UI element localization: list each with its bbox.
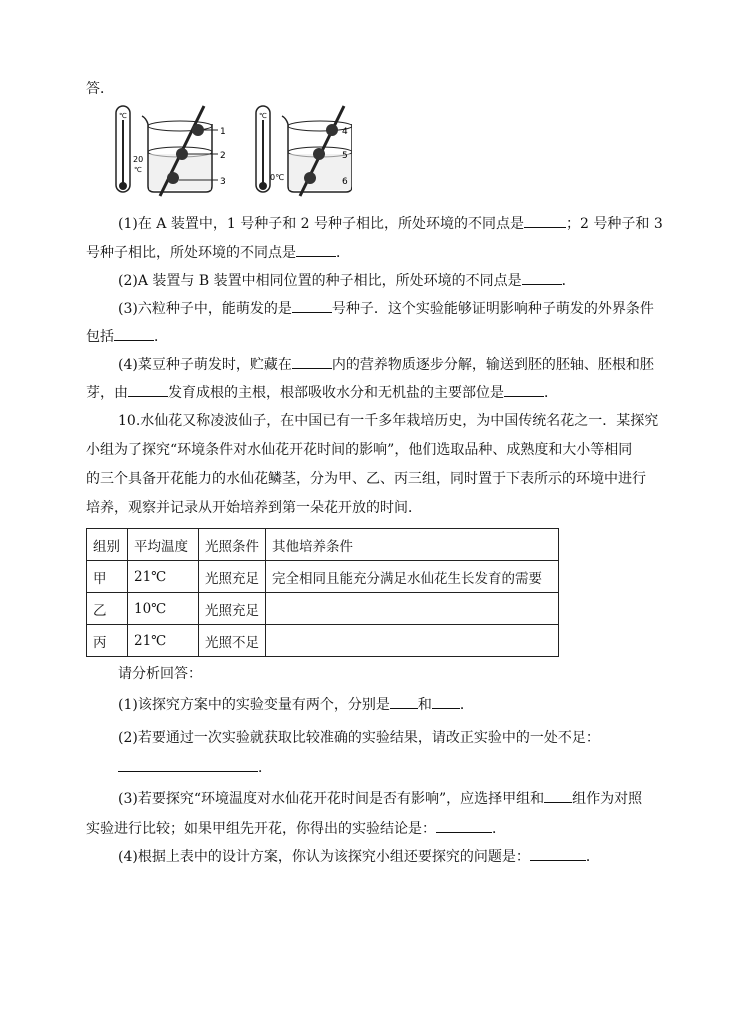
period: ． [459,697,474,713]
q9-part4-text4: 发育成根的主根，根部吸收水分和无机盐的主要部位是 [168,385,504,401]
seed-label-2: 2 [220,151,226,161]
seed-label-4: 4 [342,127,348,137]
q9-part1-text2: ；2 号种子和 3 [566,216,663,232]
q10-part3-line2 [86,818,506,838]
q9-part2-text: (2)A 装置与 B 装置中相同位置的种子相比，所处环境的不同点是 [118,273,522,289]
q10-part1-and: 和 [417,697,432,713]
thermometer-b [256,106,270,192]
answer-blank[interactable] [390,694,418,709]
q9-part3-text2: 号种子．这个实验能够证明影响种子萌发的外界条件 [331,301,654,317]
period: ． [258,760,272,776]
table-cell: 光照不足 [199,625,266,657]
q10-intro-line1: 10.水仙花又称凌波仙子，在中国已有一千多年栽培历史，为中国传统名花之一．某探究 [118,413,659,429]
period: ． [492,821,506,837]
experiment-table [86,528,559,657]
table-cell: 甲 [87,561,128,593]
table-header: 组别 [87,529,128,561]
q10-part1-text: (1)该探究方案中的实验变量有两个，分别是 [118,697,390,713]
table-cell: 完全相同且能充分满足水仙花生长发育的需要 [266,561,559,593]
q10-prompt: 请分析回答： [118,666,202,682]
thermometer-b-reading: 0℃ [270,173,285,182]
q9-part4-line2 [86,382,558,402]
q9-part3-line2 [86,326,168,346]
q10-intro-line4: 培养，观察并记录从开始培养到第一朵花开放的时间． [86,500,422,516]
q10-part2-answer [118,757,272,777]
seed-label-6: 6 [342,177,348,187]
q9-part3-text: (3)六粒种子中，能萌发的是 [118,301,292,317]
table-header-row [87,529,559,561]
table-cell: 丙 [87,625,128,657]
answer-blank[interactable] [432,694,460,709]
q9-part4-line1 [118,354,654,374]
answer-blank[interactable] [296,242,336,257]
answer-blank[interactable] [524,213,566,228]
q10-intro-line2: 小组为了探究“环境条件对水仙花开花时间的影响”，他们选取品种、成熟度和大小等相同 [86,442,633,458]
q9-part1-text: (1)在 A 装置中，1 号种子和 2 号种子相比，所处环境的不同点是 [118,216,525,232]
q10-intro-line3: 的三个具备开花能力的水仙花鳞茎，分为甲、乙、丙三组，同时置于下表所示的环境中进行 [86,471,646,487]
seed-germination-figure [112,104,352,204]
q9-part2 [118,270,576,290]
q9-part1-text3: 号种子相比，所处环境的不同点是 [86,245,296,261]
table-cell: 乙 [87,593,128,625]
table-row [87,593,559,625]
table-header: 平均温度 [128,529,199,561]
answer-blank[interactable] [530,846,586,861]
q10-part1 [118,694,474,714]
table-row [87,561,559,593]
table-cell [266,625,559,657]
answer-blank[interactable] [436,818,492,833]
seed-label-3: 3 [220,177,226,187]
q9-part1-line1 [118,213,663,233]
seed-label-5: 5 [342,151,348,161]
q9-part3-line1 [118,298,654,318]
thermometer-a-unit: ℃ [119,112,127,120]
answer-blank[interactable] [128,382,168,397]
table-cell: 10℃ [128,593,199,625]
q10-part3-text: (3)若要探究“环境温度对水仙花开花时间是否有影响”，应选择甲组和 [118,791,545,807]
answer-blank[interactable] [118,757,258,772]
q9-part1-line2 [86,242,350,262]
answer-tail: 答． [86,81,114,97]
period: ． [154,329,168,345]
table-cell: 光照充足 [199,561,266,593]
table-cell [266,593,559,625]
answer-blank[interactable] [114,326,154,341]
table-cell: 光照充足 [199,593,266,625]
seed-label-1: 1 [220,127,226,137]
q10-part3-text3: 实验进行比较；如果甲组先开花，你得出的实验结论是： [86,821,436,837]
table-row [87,625,559,657]
period: ． [585,849,600,865]
answer-blank[interactable] [504,382,544,397]
q9-part4-text: (4)菜豆种子萌发时，贮藏在 [118,357,292,373]
table-header: 光照条件 [199,529,266,561]
table-cell: 21℃ [128,625,199,657]
q10-part4 [118,846,600,866]
answer-blank[interactable] [522,270,562,285]
table-header: 其他培养条件 [266,529,559,561]
q9-part4-text3: 芽，由 [86,385,128,401]
period: ． [561,273,576,289]
beaker-a [142,106,218,196]
answer-blank[interactable] [292,298,332,313]
q10-part3-text2: 组作为对照 [572,791,643,807]
period: ． [544,385,558,401]
q9-part3-text3: 包括 [86,329,114,345]
q10-part2: (2)若要通过一次实验就获取比较准确的实验结果，请改正实验中的一处不足： [118,730,600,746]
period: ． [336,245,350,261]
thermometer-a-reading: 20 [133,155,144,164]
answer-blank[interactable] [544,788,572,803]
q10-part3-line1 [118,788,642,808]
thermometer-a [116,106,130,192]
q10-part4-text: (4)根据上表中的设计方案，你认为该探究小组还要探究的问题是： [118,849,530,865]
thermometer-b-unit: ℃ [259,112,267,120]
q9-part4-text2: 内的营养物质逐步分解，输送到胚的胚轴、胚根和胚 [331,357,654,373]
table-cell: 21℃ [128,561,199,593]
thermometer-a-unit-label: ℃ [134,166,142,174]
answer-blank[interactable] [292,354,332,369]
